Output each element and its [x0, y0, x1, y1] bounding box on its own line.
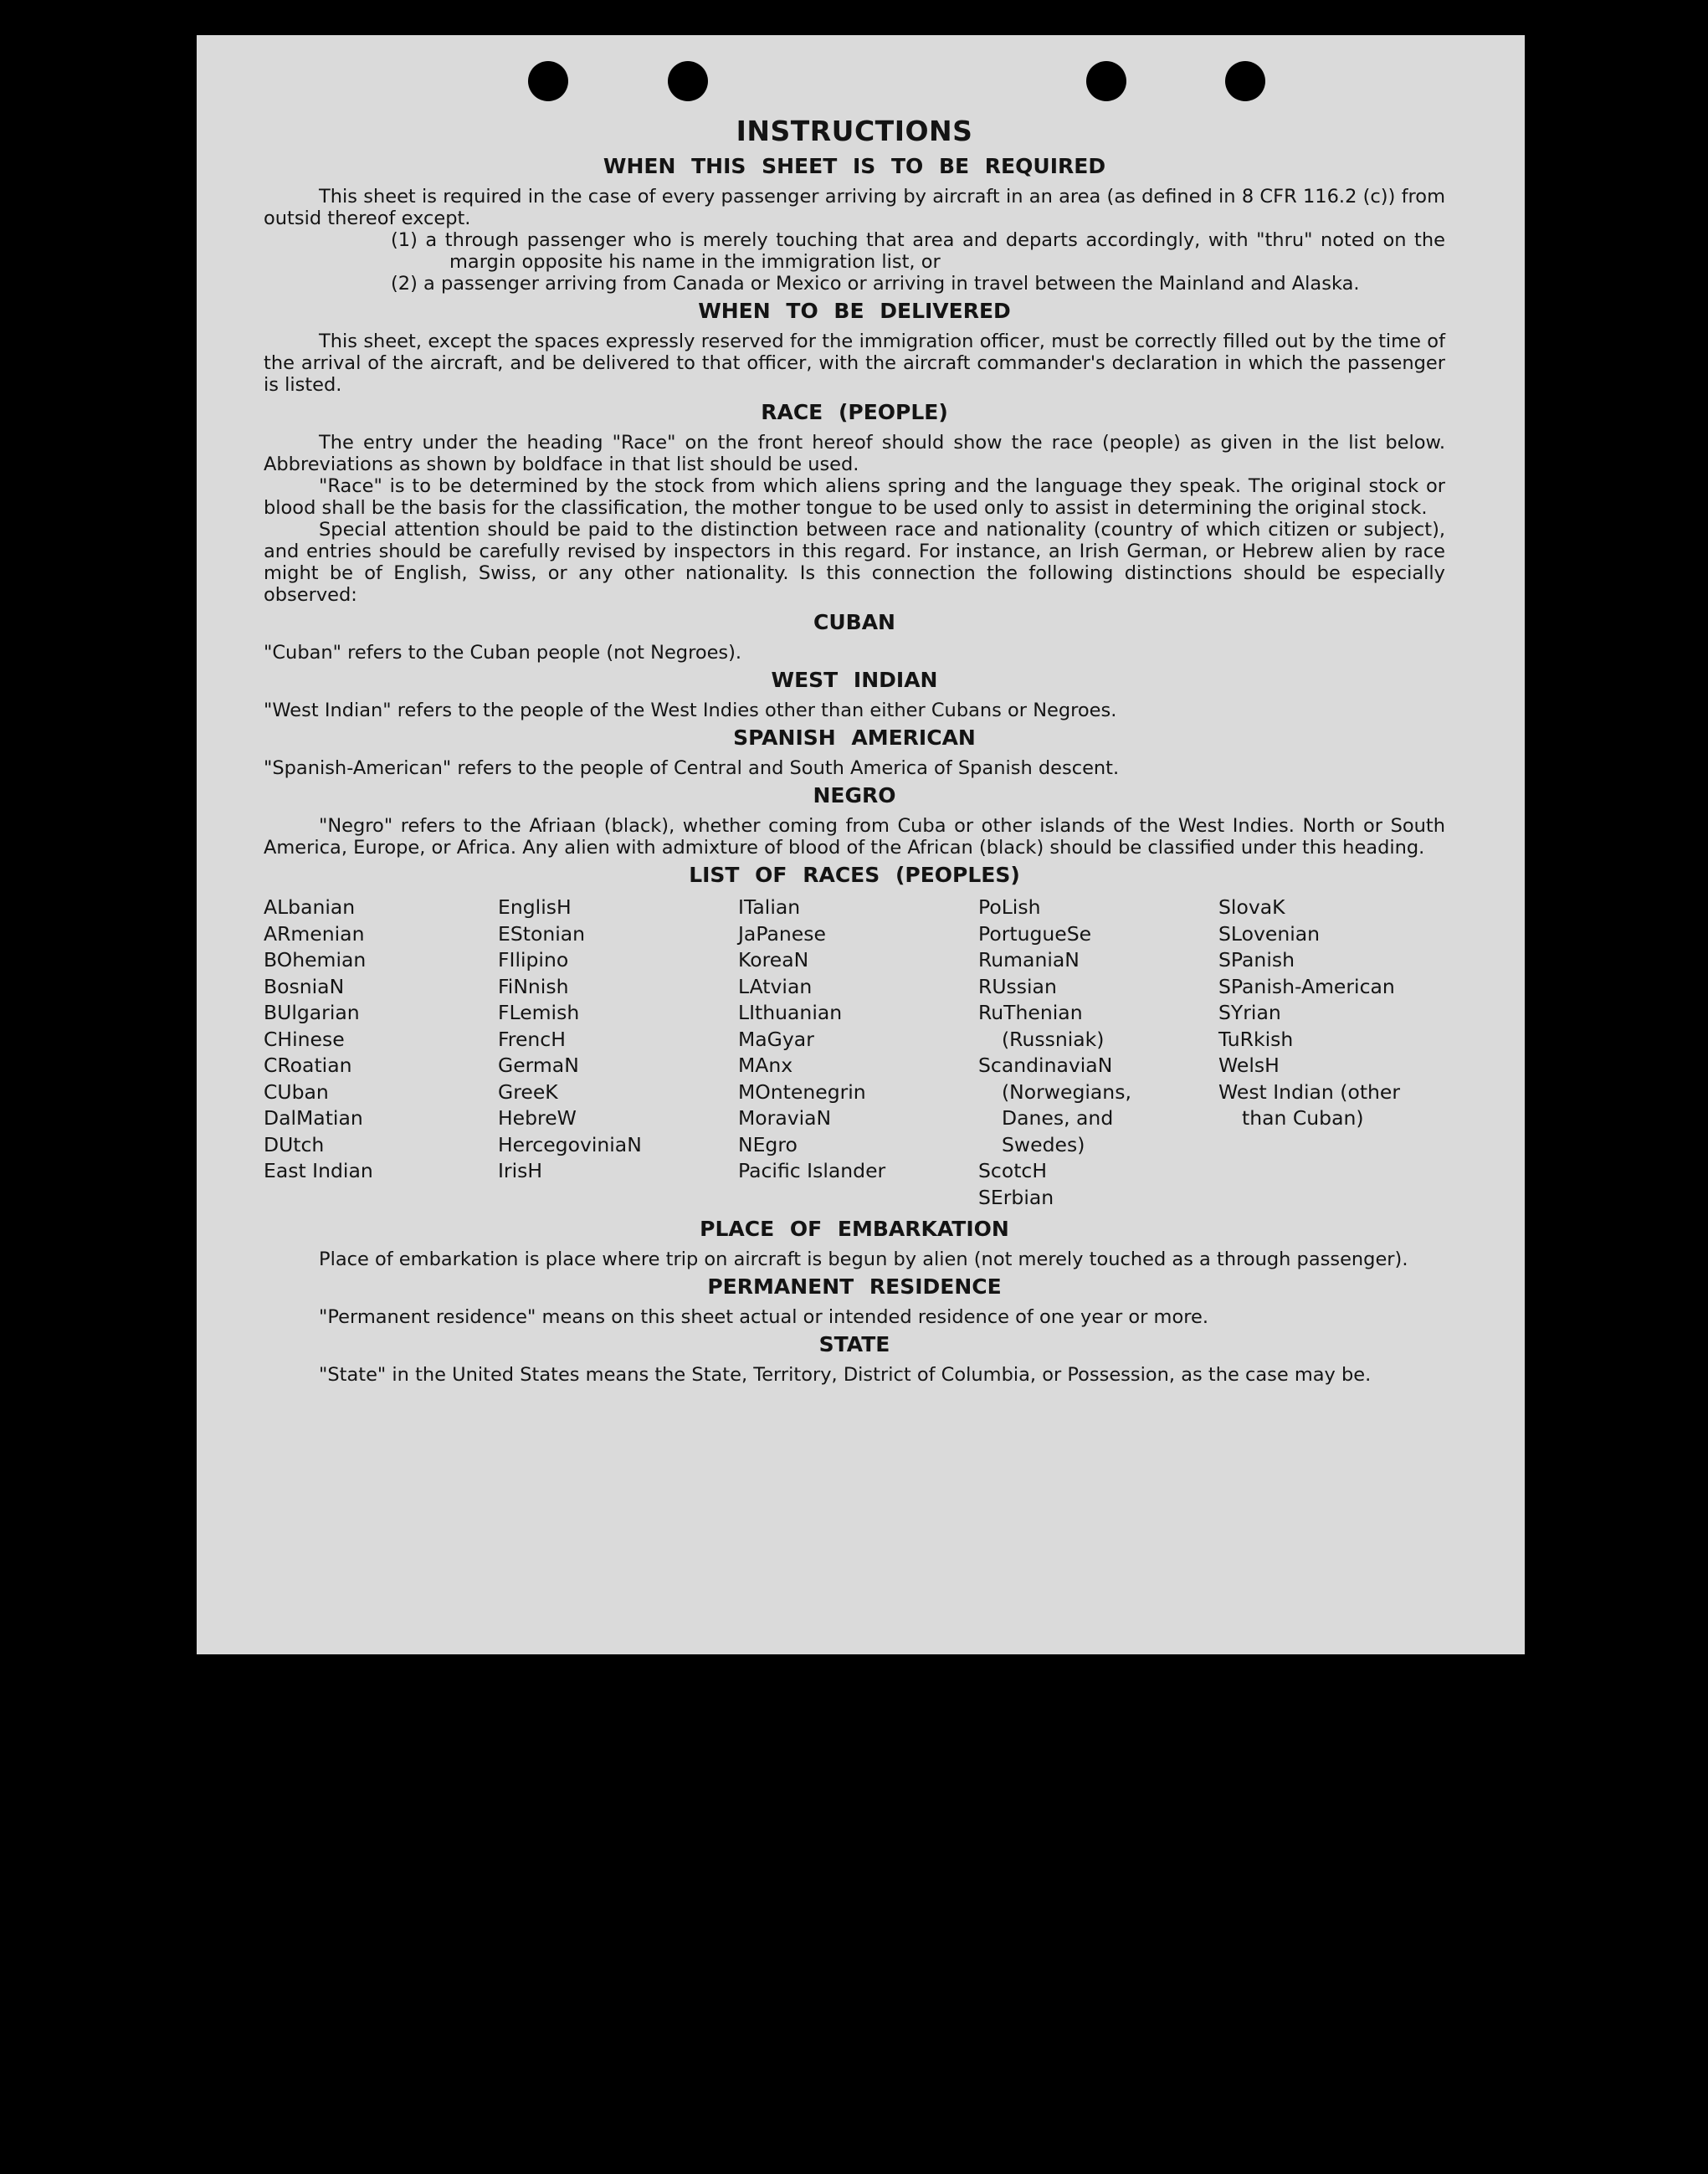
- race-entry: ARmenian: [264, 921, 365, 946]
- punch-hole: [1086, 61, 1126, 101]
- race-entry: RuThenian (Russniak): [978, 1001, 1105, 1051]
- embarkation-text: Place of embarkation is place where trip on aircraft is begun by alien (not merely touched as a through passenger).: [319, 1249, 1408, 1270]
- race-entry: SYrian: [1218, 1001, 1281, 1024]
- heading-when-delivered: WHEN TO BE DELIVERED: [698, 299, 1011, 323]
- heading-race: RACE (PEOPLE): [761, 400, 948, 424]
- negro-text: "Negro" refers to the Afriaan (black), whether coming from Cuba or other islands of the West Indies. North or South America, Europe, or Africa. Any alien with admixture of blood of the African (black) should be classified under this heading.: [264, 815, 1445, 859]
- races-column-2: [498, 895, 738, 1211]
- punch-hole: [1225, 61, 1265, 101]
- race-entry: DUtch: [264, 1132, 325, 1156]
- race-entry: SlovaK: [1218, 895, 1285, 919]
- race-entry: West Indian (other than Cuban): [1218, 1079, 1401, 1130]
- race-entry: Pacific Islander: [738, 1159, 886, 1182]
- race-paragraph-3: Special attention should be paid to the distinction between race and nationality (country of which citizen or subject), and entries should be carefully revised by inspectors in this regard. For instance, an Irish German, or Hebrew alien by race might be of English, Swiss, or any other nationality. Is this connection the following distinctions should be especially observed:: [264, 519, 1445, 606]
- heading-spanish-american: SPANISH AMERICAN: [733, 726, 976, 750]
- race-entry: FIlipino: [498, 948, 569, 972]
- race-entry: SPanish-American: [1218, 974, 1395, 998]
- race-entry: MoraviaN: [738, 1106, 832, 1130]
- race-entry: PortugueSe: [978, 921, 1092, 946]
- race-entry: SErbian: [978, 1185, 1054, 1209]
- heading-when-required: WHEN THIS SHEET IS TO BE REQUIRED: [603, 154, 1106, 178]
- required-intro: This sheet is required in the case of every passenger arriving by aircraft in an area (as defined in 8 CFR 116.2 (c)) from outsid thereof except.: [264, 186, 1445, 229]
- race-entry: HercegoviniaN: [498, 1132, 642, 1156]
- race-entry: RumaniaN: [978, 948, 1080, 972]
- race-entry: MaGyar: [738, 1027, 814, 1051]
- residence-text: "Permanent residence" means on this sheet actual or intended residence of one year or more.: [319, 1306, 1208, 1328]
- punch-hole: [528, 61, 568, 101]
- race-entry: NEgro: [738, 1132, 798, 1156]
- heading-state: STATE: [818, 1332, 890, 1356]
- race-entry: EnglisH: [498, 895, 572, 919]
- west-indian-text: "West Indian" refers to the people of the West Indies other than either Cubans or Negroes.: [264, 700, 1117, 721]
- race-entry: MAnx: [738, 1054, 793, 1077]
- race-paragraph-2: "Race" is to be determined by the stock from which aliens spring and the language they speak. The original stock or blood shall be the basis for the classification, the mother tongue to be used only to assist in determining the original stock.: [264, 475, 1445, 519]
- race-paragraph-1: The entry under the heading "Race" on the front hereof should show the race (people) as given in the list below. Abbreviations as shown by boldface in that list should be used.: [264, 432, 1445, 475]
- race-entry: BOhemian: [264, 948, 367, 972]
- race-entry: GreeK: [498, 1079, 558, 1104]
- race-entry: CRoatian: [264, 1054, 352, 1077]
- spanish-american-text: "Spanish-American" refers to the people of Central and South America of Spanish descent.: [264, 757, 1120, 779]
- heading-place-of-embarkation: PLACE OF EMBARKATION: [700, 1217, 1009, 1241]
- race-entry: FrencH: [498, 1027, 566, 1051]
- races-column-5: [1218, 895, 1445, 1211]
- race-entry: ALbanian: [264, 895, 356, 919]
- race-entry: BUlgarian: [264, 1001, 360, 1024]
- heading-list-of-races: LIST OF RACES (PEOPLES): [689, 863, 1020, 887]
- race-entry: SPanish: [1218, 948, 1295, 972]
- race-entry: FiNnish: [498, 974, 569, 998]
- delivered-text: This sheet, except the spaces expressly reserved for the immigration officer, must be correctly filled out by the time of the arrival of the aircraft, and be delivered to that officer, with the aircraft commander's declaration in which the passenger is listed.: [264, 331, 1445, 396]
- heading-cuban: CUBAN: [813, 610, 895, 634]
- race-entry: LAtvian: [738, 974, 813, 998]
- race-entry: WelsH: [1218, 1054, 1280, 1077]
- heading-west-indian: WEST INDIAN: [771, 668, 938, 692]
- race-entry: ITalian: [738, 895, 801, 919]
- heading-permanent-residence: PERMANENT RESIDENCE: [707, 1274, 1002, 1299]
- race-entry: CHinese: [264, 1027, 345, 1051]
- required-exception-1: (1) a through passenger who is merely touching that area and departs accordingly, with "thru" noted on the margin opposite his name in the immigration list, or: [391, 229, 1445, 273]
- races-column-3: [738, 895, 978, 1211]
- races-list: [264, 895, 1445, 1211]
- races-column-1: [264, 895, 498, 1211]
- race-entry: BosniaN: [264, 974, 345, 998]
- race-entry: JaPanese: [738, 921, 826, 946]
- required-exception-2: (2) a passenger arriving from Canada or Mexico or arriving in travel between the Mainland and Alaska.: [391, 273, 1360, 295]
- race-entry: ScotcH: [978, 1159, 1048, 1182]
- race-entry: FLemish: [498, 1001, 580, 1024]
- state-text: "State" in the United States means the State, Territory, District of Columbia, or Possession, as the case may be.: [319, 1364, 1372, 1386]
- race-entry: HebreW: [498, 1106, 577, 1130]
- instruction-sheet: [197, 35, 1525, 1654]
- punch-hole: [668, 61, 708, 101]
- race-entry: ScandinaviaN (Norwegians, Danes, and Swedes): [978, 1054, 1131, 1156]
- races-column-4: [978, 895, 1218, 1211]
- race-entry: IrisH: [498, 1159, 543, 1182]
- cuban-text: "Cuban" refers to the Cuban people (not Negroes).: [264, 642, 742, 664]
- race-entry: MOntenegrin: [738, 1079, 866, 1104]
- race-entry: DalMatian: [264, 1106, 363, 1130]
- race-entry: KoreaN: [738, 948, 809, 972]
- race-entry: GermaN: [498, 1054, 579, 1077]
- race-entry: EStonian: [498, 921, 586, 946]
- heading-negro: NEGRO: [813, 783, 896, 808]
- race-entry: RUssian: [978, 974, 1057, 998]
- race-entry: CUban: [264, 1079, 329, 1104]
- page-title: INSTRUCTIONS: [736, 115, 973, 147]
- race-entry: TuRkish: [1218, 1027, 1294, 1051]
- race-entry: LIthuanian: [738, 1001, 843, 1024]
- race-entry: SLovenian: [1218, 921, 1321, 946]
- race-entry: PoLish: [978, 895, 1041, 919]
- race-entry: East Indian: [264, 1159, 373, 1182]
